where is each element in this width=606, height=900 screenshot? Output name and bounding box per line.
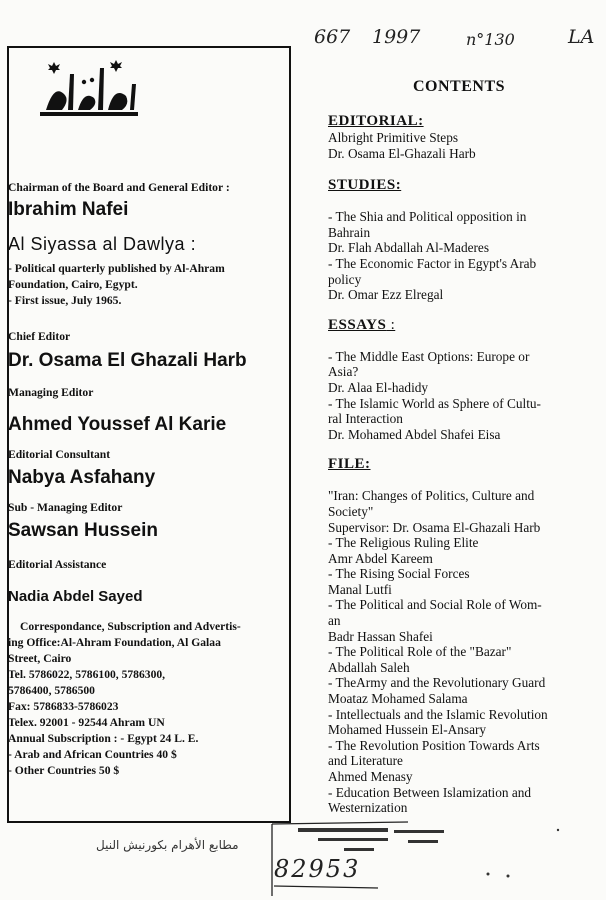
description-line-3: - First issue, July 1965. [8, 294, 122, 307]
magazine-name: Al Siyassa al Dawlya : [8, 234, 197, 254]
handwritten-note-3: n°130 [466, 30, 515, 49]
subscription-line-2: - Arab and African Countries 40 $ [8, 748, 177, 761]
section-editorial-heading: EDITORIAL: [328, 113, 424, 129]
file-item: - TheArmy and the Revolutionary Guard [328, 675, 546, 691]
handwritten-note-2: 1997 [372, 26, 421, 48]
subscription-line-3: - Other Countries 50 $ [8, 764, 120, 777]
file-supervisor: Supervisor: Dr. Osama El-Ghazali Harb [328, 519, 541, 535]
al-ahram-logo [34, 54, 144, 120]
file-item: - The Rising Social Forces [328, 566, 470, 582]
studies-item: - The Economic Factor in Egypt's Arab [328, 255, 537, 271]
file-author: Moataz Mohamed Salama [328, 691, 468, 707]
subscription-line-1: Annual Subscription : - Egypt 24 L. E. [8, 732, 199, 745]
studies-author: Dr. Omar Ezz Elregal [328, 287, 444, 303]
file-item: an [328, 613, 341, 629]
handwritten-note-1: 667 [314, 26, 351, 48]
section-file-heading: FILE: [328, 456, 371, 473]
managing-editor-name: Ahmed Youssef Al Karie [8, 414, 227, 435]
editorial-consultant-title: Editorial Consultant [8, 448, 111, 461]
contents-title: CONTENTS [412, 78, 506, 95]
file-author: Ahmed Menasy [328, 769, 413, 784]
sub-managing-editor-name: Sawsan Hussein [8, 520, 158, 541]
file-author: Manal Lutfi [328, 581, 392, 597]
contents-column [328, 78, 590, 816]
section-essays-heading [328, 317, 590, 334]
essays-heading-colon: : [386, 316, 396, 333]
chairman-name: Ibrahim Nafei [8, 199, 129, 220]
stamp-number: 82953 [274, 855, 361, 883]
file-item: - The Political Role of the "Bazar" [328, 644, 512, 660]
essays-item: Asia? [328, 364, 359, 380]
office-line-1: Correspondance, Subscription and Advertis- [20, 620, 241, 633]
essays-author: Dr. Alaa El-hadidy [328, 379, 429, 395]
telephone-line-2: 5786400, 5786500 [8, 684, 95, 697]
essays-item: ral Interaction [328, 411, 403, 427]
file-author: Abdallah Saleh [328, 659, 410, 675]
essays-author: Dr. Mohamed Abdel Shafei Eisa [328, 426, 501, 442]
file-author: Mohamed Hussein El-Ansary [328, 722, 487, 738]
file-item: - The Political and Social Role of Wom- [328, 597, 542, 613]
studies-item: - The Shia and Political opposition in [328, 209, 527, 225]
telex-line: Telex. 92001 - 92544 Ahram UN [8, 716, 165, 729]
office-line-3: Street, Cairo [8, 652, 72, 665]
file-item: Westernization [328, 800, 408, 816]
file-author: Amr Abdel Kareem [328, 550, 433, 566]
editorial-assistance-name: Nadia Abdel Sayed [8, 588, 143, 605]
file-item: "Iran: Changes of Politics, Culture and [328, 488, 535, 504]
masthead-content [8, 180, 286, 779]
handwritten-note-4: LA [568, 26, 595, 48]
chief-editor-title: Chief Editor [8, 330, 71, 343]
file-item: - The Revolution Position Towards Arts [328, 737, 540, 753]
chief-editor-name: Dr. Osama El Ghazali Harb [8, 350, 247, 371]
file-item: Society" [328, 503, 374, 519]
file-item: and Literature [328, 753, 403, 769]
essays-heading-text: ESSAYS [328, 316, 387, 333]
section-studies-heading: STUDIES: [328, 177, 402, 194]
printer-footer: مطابع الأهرام بكورنيش النيل [96, 838, 239, 852]
file-item: - Intellectuals and the Islamic Revolution [328, 706, 548, 722]
description-line-2: Foundation, Cairo, Egypt. [8, 278, 138, 291]
studies-item: Bahrain [328, 224, 371, 240]
managing-editor-title: Managing Editor [8, 386, 94, 399]
studies-item: policy [328, 271, 362, 287]
essays-item: - The Islamic World as Sphere of Cultu- [328, 395, 541, 411]
description-line-1: - Political quarterly published by Al-Ahram [8, 262, 225, 275]
sub-managing-editor-title: Sub - Managing Editor [8, 501, 123, 514]
editorial-consultant-name: Nabya Asfahany [8, 467, 156, 488]
chairman-title: Chairman of the Board and General Editor : [8, 181, 230, 194]
essays-item: - The Middle East Options: Europe or [328, 348, 530, 364]
editorial-author: Dr. Osama El-Ghazali Harb [328, 145, 476, 161]
file-item: - Education Between Islamization and [328, 784, 532, 800]
telephone-line-1: Tel. 5786022, 5786100, 5786300, [8, 668, 166, 681]
fax-line: Fax: 5786833-5786023 [8, 700, 119, 713]
office-line-2: ing Office:Al-Ahram Foundation, Al Galaa [8, 636, 221, 649]
editorial-item: Albright Primitive Steps [328, 130, 459, 145]
file-author: Badr Hassan Shafei [328, 628, 433, 644]
studies-author: Dr. Flah Abdallah Al-Maderes [328, 240, 490, 256]
file-item: - The Religious Ruling Elite [328, 535, 479, 551]
editorial-assistance-title: Editorial Assistance [8, 558, 107, 571]
